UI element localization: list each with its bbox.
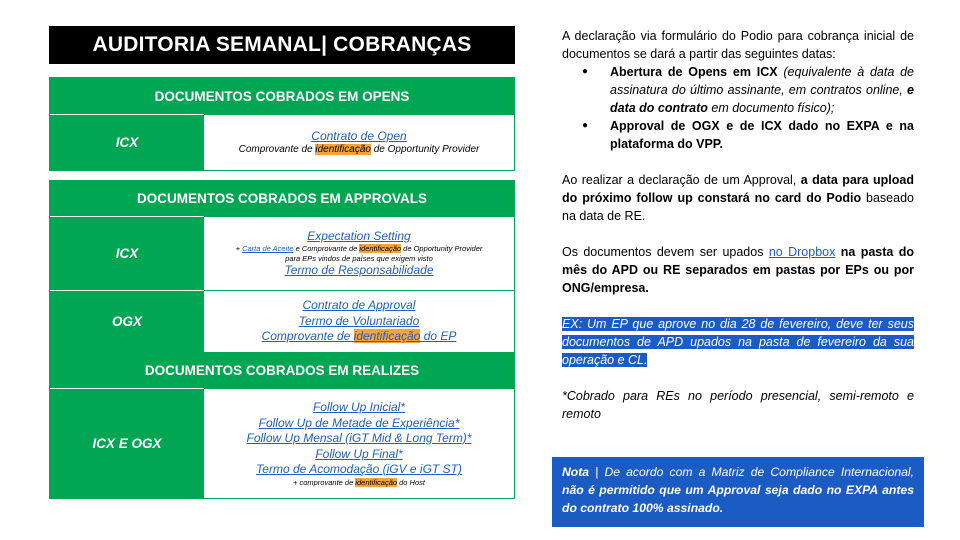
dropbox-link[interactable]: no Dropbox <box>768 245 836 259</box>
carta-aceite-link[interactable]: Carta de Aceite <box>242 244 294 253</box>
bullet-dot-icon: ● <box>582 120 589 131</box>
bullet-dot-icon: ● <box>582 66 589 77</box>
note-bold2: não é permitido que um Approval seja dado no EXPA antes do contrato 100% assinado. <box>562 483 914 515</box>
dropbox-paragraph <box>562 243 914 297</box>
example-highlight: EX: Um EP que aprove no dia 28 de fevereiro, deve ter seus documentos de APD upados na pasta de fevereiro da sua operação e CL. <box>562 317 914 367</box>
bullet1-bold2: e data do contrato <box>610 83 914 115</box>
bullet2-text: Approval de OGX e de ICX dado no EXPA e na plataforma do VPP. <box>610 119 914 151</box>
approvals-icx-small-2: para EPs vindos de países que exigem visto <box>285 253 433 263</box>
approvals-icx-docs <box>204 216 514 290</box>
opens-line2-b: de Opportunity Provider <box>370 144 480 156</box>
para3-a: Os documentos devem ser upados <box>562 245 769 259</box>
bullet-approval <box>562 117 914 153</box>
follow-up-metade-link[interactable]: Follow Up de Metade de Experiência* <box>258 415 460 430</box>
opens-line2-a: Comprovante de <box>238 144 316 156</box>
small-highlight: identificação <box>359 244 402 253</box>
bullet1-bold: Abertura de Opens em ICX <box>610 65 778 79</box>
approvals-header: DOCUMENTOS COBRADOS EM APPROVALS <box>50 181 514 216</box>
realizes-tiny <box>293 478 425 488</box>
opens-header: DOCUMENTOS COBRADOS EM OPENS <box>50 78 514 114</box>
approvals-table <box>49 180 515 499</box>
realizes-docs <box>204 388 514 498</box>
para2-bold: a data para upload do próximo follow up constará no card do Podio <box>562 173 914 205</box>
comprovante-ep-link[interactable] <box>262 329 457 345</box>
bullet-opens <box>562 63 914 117</box>
follow-up-inicial-link[interactable]: Follow Up Inicial* <box>312 400 406 414</box>
small-b: de Opportunity Provider <box>401 244 483 253</box>
follow-up-final-link[interactable]: Follow Up Final* <box>315 446 403 461</box>
bullet1-italic2: em documento físico); <box>707 101 835 115</box>
approvals-icx-small <box>236 244 483 254</box>
para2-b: baseado na data de RE. <box>562 191 914 223</box>
realizes-row <box>50 388 514 498</box>
small-a: e Comprovante de <box>293 244 360 253</box>
contrato-approval-link[interactable]: Contrato de Approval <box>302 298 416 313</box>
note-text: De acordo com a Matriz de Compliance Internacional, <box>604 465 914 479</box>
opens-comprovante-text <box>239 144 480 156</box>
bullet1-italic: (equivalente à data de assinatura do último assinante, em contratos online, <box>610 65 914 97</box>
approvals-icx-row <box>50 216 514 290</box>
ogx-doc3-a: Comprovante de <box>261 329 354 344</box>
opens-icx-row <box>50 114 514 170</box>
opens-icx-label: ICX <box>50 114 204 170</box>
contrato-open-link[interactable]: Contrato de Open <box>311 128 407 143</box>
approval-paragraph <box>562 171 914 225</box>
termo-acomodacao-link[interactable]: Termo de Acomodação (iGV e iGT ST) <box>256 462 462 476</box>
approvals-ogx-row <box>50 290 514 352</box>
para2-a: Ao realizar a declaração de um Approval, <box>562 173 801 187</box>
page-title: AUDITORIA SEMANAL| COBRANÇAS <box>49 26 515 64</box>
example-paragraph <box>562 315 914 369</box>
tiny-b: do Host <box>397 477 425 487</box>
tiny-highlight: identificação <box>355 477 398 487</box>
realizes-label: ICX E OGX <box>50 388 204 498</box>
para3-bold: na pasta do mês do APD ou RE separados em pastas por EPs ou por ONG/empresa. <box>562 245 915 295</box>
ogx-highlight: identificação <box>353 329 421 344</box>
tiny-a: + comprovante de <box>293 477 356 487</box>
approvals-icx-label: ICX <box>50 216 204 290</box>
small-prefix: + <box>235 244 243 253</box>
note-separator: | <box>589 465 605 479</box>
realizes-header: DOCUMENTOS COBRADOS EM REALIZES <box>50 352 514 388</box>
opens-highlight: identificação <box>315 144 371 156</box>
approvals-ogx-label: OGX <box>50 290 204 352</box>
opens-table <box>49 77 515 171</box>
note-bold: Nota <box>562 465 590 479</box>
ogx-doc3-b: do EP <box>420 329 457 344</box>
footnote: *Cobrado para REs no período presencial, semi-remoto e remoto <box>562 389 914 421</box>
dates-list <box>562 63 914 153</box>
expectation-setting-link[interactable]: Expectation Setting <box>307 228 411 243</box>
follow-up-mensal-link[interactable]: Follow Up Mensal (iGT Mid & Long Term)* <box>246 431 472 445</box>
approvals-ogx-docs <box>204 290 514 352</box>
opens-icx-docs <box>204 114 514 170</box>
termo-responsabilidade-link[interactable]: Termo de Responsabilidade <box>284 263 434 277</box>
right-column <box>562 27 914 423</box>
compliance-note <box>552 457 924 527</box>
termo-voluntariado-link[interactable]: Termo de Voluntariado <box>298 313 420 328</box>
intro-paragraph: A declaração via formulário do Podio para cobrança inicial de documentos se dará a partir das seguintes datas: <box>562 29 914 61</box>
